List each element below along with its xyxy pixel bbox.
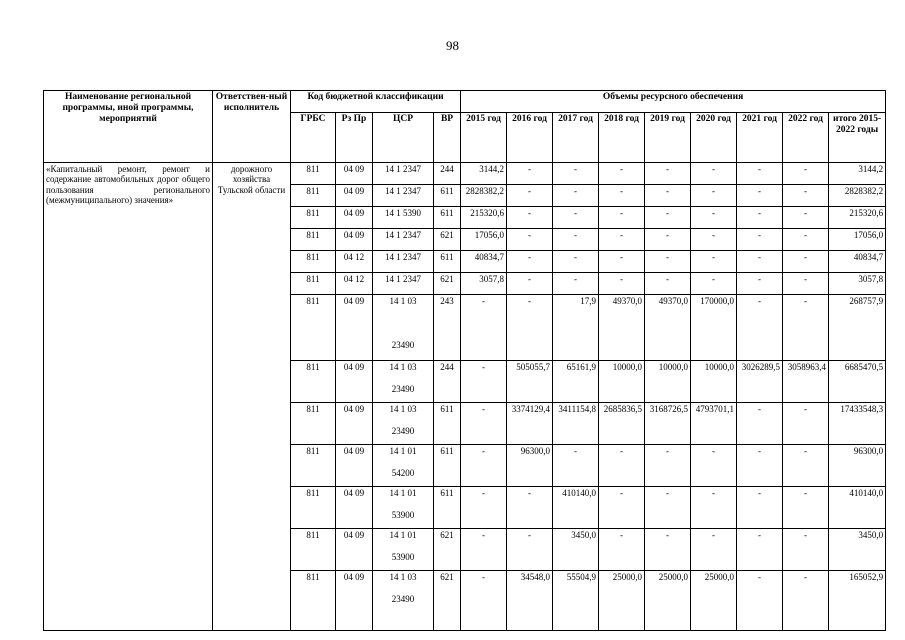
cell-year-value	[507, 425, 553, 445]
cell-year-value: -	[599, 163, 645, 185]
cell-vr: 244	[434, 163, 461, 185]
cell-grbs	[291, 339, 336, 361]
cell-year-value	[645, 339, 691, 361]
cell-total: 6685470,5	[829, 361, 886, 383]
cell-year-value	[783, 509, 829, 529]
cell-csr	[373, 317, 434, 339]
cell-rzpr: 04 09	[336, 403, 373, 425]
cell-year-value: -	[553, 273, 599, 295]
cell-year-value: 3026289,5	[737, 361, 783, 383]
cell-rzpr: 04 09	[336, 185, 373, 207]
header-year-2018: 2018 год	[599, 113, 645, 163]
cell-year-value: 25000,0	[599, 571, 645, 593]
cell-year-value: -	[737, 163, 783, 185]
cell-vr: 621	[434, 529, 461, 551]
cell-year-value	[461, 317, 507, 339]
cell-year-value	[783, 593, 829, 631]
cell-vr	[434, 551, 461, 571]
cell-csr: 14 1 2347	[373, 273, 434, 295]
cell-total: 3450,0	[829, 529, 886, 551]
cell-year-value: -	[507, 273, 553, 295]
cell-year-value: -	[737, 207, 783, 229]
cell-rzpr: 04 09	[336, 229, 373, 251]
cell-total	[829, 425, 886, 445]
cell-vr: 621	[434, 571, 461, 593]
cell-rzpr: 04 09	[336, 295, 373, 317]
cell-year-value	[553, 467, 599, 487]
cell-vr: 611	[434, 185, 461, 207]
cell-year-value: -	[645, 207, 691, 229]
cell-year-value: 170000,0	[691, 295, 737, 317]
cell-year-value: 410140,0	[553, 487, 599, 509]
cell-year-value: -	[461, 571, 507, 593]
cell-rzpr	[336, 339, 373, 361]
cell-year-value	[691, 593, 737, 631]
header-year-2015: 2015 год	[461, 113, 507, 163]
cell-year-value: -	[737, 529, 783, 551]
cell-vr	[434, 593, 461, 631]
cell-year-value: -	[691, 487, 737, 509]
cell-year-value: -	[553, 207, 599, 229]
header-executor: Ответствен-ный исполнитель	[213, 91, 291, 163]
cell-year-value: -	[461, 361, 507, 383]
cell-grbs: 811	[291, 571, 336, 593]
cell-year-value: 17,9	[553, 295, 599, 317]
cell-grbs: 811	[291, 403, 336, 425]
cell-year-value	[645, 383, 691, 403]
cell-vr: 611	[434, 207, 461, 229]
cell-year-value: -	[783, 273, 829, 295]
cell-year-value	[599, 593, 645, 631]
cell-vr: 611	[434, 487, 461, 509]
page-number: 98	[446, 38, 459, 53]
cell-year-value: -	[783, 229, 829, 251]
cell-csr: 53900	[373, 551, 434, 571]
cell-grbs: 811	[291, 229, 336, 251]
cell-rzpr: 04 09	[336, 207, 373, 229]
cell-rzpr	[336, 467, 373, 487]
cell-year-value	[645, 509, 691, 529]
cell-year-value	[737, 383, 783, 403]
cell-csr: 14 1 03	[373, 361, 434, 383]
cell-year-value	[507, 383, 553, 403]
cell-year-value: -	[461, 445, 507, 467]
cell-year-value: -	[599, 207, 645, 229]
cell-csr: 53900	[373, 509, 434, 529]
cell-csr: 23490	[373, 339, 434, 361]
cell-year-value	[507, 551, 553, 571]
cell-csr: 14 1 01	[373, 445, 434, 467]
cell-year-value	[645, 317, 691, 339]
cell-csr: 14 1 5390	[373, 207, 434, 229]
cell-year-value: -	[645, 229, 691, 251]
cell-csr: 14 1 03	[373, 295, 434, 317]
cell-year-value	[783, 383, 829, 403]
cell-total	[829, 467, 886, 487]
cell-total: 40834,7	[829, 251, 886, 273]
cell-year-value: -	[691, 445, 737, 467]
cell-grbs	[291, 593, 336, 631]
cell-year-value	[691, 467, 737, 487]
cell-total: 410140,0	[829, 487, 886, 509]
header-program-name: Наименование региональной программы, иной программы, мероприятий	[44, 91, 213, 163]
cell-year-value	[553, 551, 599, 571]
header-csr: ЦСР	[373, 113, 434, 163]
cell-csr: 14 1 03	[373, 403, 434, 425]
cell-csr: 23490	[373, 425, 434, 445]
cell-year-value: -	[645, 529, 691, 551]
cell-grbs: 811	[291, 361, 336, 383]
cell-total: 3057,8	[829, 273, 886, 295]
cell-year-value	[507, 593, 553, 631]
cell-year-value: -	[507, 295, 553, 317]
cell-year-value	[645, 467, 691, 487]
cell-year-value	[553, 317, 599, 339]
cell-year-value: -	[691, 163, 737, 185]
cell-year-value: 215320,6	[461, 207, 507, 229]
cell-year-value	[599, 467, 645, 487]
cell-year-value: -	[507, 185, 553, 207]
executor-cell: дорожного хозяйства Тульской области	[213, 163, 291, 631]
cell-year-value: -	[507, 251, 553, 273]
header-vr: ВР	[434, 113, 461, 163]
cell-grbs	[291, 551, 336, 571]
cell-vr: 244	[434, 361, 461, 383]
header-year-2016: 2016 год	[507, 113, 553, 163]
cell-total	[829, 383, 886, 403]
cell-csr: 23490	[373, 593, 434, 631]
cell-year-value	[507, 509, 553, 529]
cell-year-value: -	[737, 229, 783, 251]
cell-year-value: 49370,0	[599, 295, 645, 317]
cell-year-value: -	[553, 185, 599, 207]
program-name-cell: «Капитальный ремонт, ремонт и содержание автомобильных дорог общего пользования регионального (межмуниципального) значения»	[44, 163, 213, 631]
cell-year-value	[507, 467, 553, 487]
cell-year-value: -	[599, 445, 645, 467]
cell-year-value	[599, 383, 645, 403]
cell-year-value	[599, 339, 645, 361]
cell-vr: 611	[434, 403, 461, 425]
cell-vr: 621	[434, 229, 461, 251]
cell-csr: 14 1 03	[373, 571, 434, 593]
cell-year-value: -	[691, 185, 737, 207]
cell-year-value: -	[553, 163, 599, 185]
cell-year-value: -	[507, 529, 553, 551]
cell-grbs: 811	[291, 445, 336, 467]
cell-year-value: -	[737, 295, 783, 317]
cell-year-value: -	[691, 207, 737, 229]
cell-rzpr: 04 09	[336, 529, 373, 551]
cell-year-value	[737, 551, 783, 571]
cell-year-value: -	[783, 185, 829, 207]
cell-total: 17056,0	[829, 229, 886, 251]
cell-year-value	[691, 509, 737, 529]
cell-vr	[434, 467, 461, 487]
cell-year-value: -	[737, 273, 783, 295]
cell-year-value	[599, 509, 645, 529]
cell-year-value	[691, 425, 737, 445]
cell-year-value	[461, 467, 507, 487]
cell-total	[829, 509, 886, 529]
cell-rzpr	[336, 509, 373, 529]
cell-year-value: -	[737, 251, 783, 273]
cell-year-value: -	[783, 403, 829, 425]
cell-year-value: -	[461, 487, 507, 509]
cell-csr: 14 1 2347	[373, 185, 434, 207]
cell-vr: 243	[434, 295, 461, 317]
cell-year-value: 3411154,8	[553, 403, 599, 425]
cell-year-value: 49370,0	[645, 295, 691, 317]
cell-year-value: -	[737, 403, 783, 425]
cell-grbs: 811	[291, 295, 336, 317]
cell-rzpr	[336, 593, 373, 631]
cell-vr: 611	[434, 445, 461, 467]
cell-year-value: -	[645, 185, 691, 207]
cell-csr: 14 1 01	[373, 487, 434, 509]
cell-year-value	[691, 551, 737, 571]
cell-rzpr	[336, 425, 373, 445]
cell-rzpr: 04 12	[336, 251, 373, 273]
cell-total: 268757,9	[829, 295, 886, 317]
cell-csr: 23490	[373, 383, 434, 403]
cell-year-value: -	[691, 273, 737, 295]
cell-year-value	[461, 551, 507, 571]
cell-csr: 14 1 2347	[373, 251, 434, 273]
cell-year-value: 2828382,2	[461, 185, 507, 207]
cell-year-value: 55504,9	[553, 571, 599, 593]
cell-vr	[434, 425, 461, 445]
cell-year-value	[645, 551, 691, 571]
cell-year-value	[461, 339, 507, 361]
cell-year-value: -	[461, 403, 507, 425]
cell-year-value: 505055,7	[507, 361, 553, 383]
header-rzpr: Рз Пр	[336, 113, 373, 163]
cell-year-value	[691, 317, 737, 339]
cell-rzpr: 04 09	[336, 163, 373, 185]
cell-year-value	[783, 467, 829, 487]
cell-year-value	[737, 317, 783, 339]
cell-year-value	[783, 317, 829, 339]
cell-year-value: -	[737, 571, 783, 593]
cell-year-value: 10000,0	[599, 361, 645, 383]
cell-year-value: -	[507, 487, 553, 509]
cell-year-value: 3058963,4	[783, 361, 829, 383]
resource-table	[43, 90, 886, 631]
cell-total	[829, 317, 886, 339]
cell-year-value: 3374129,4	[507, 403, 553, 425]
cell-grbs	[291, 509, 336, 529]
cell-year-value: -	[691, 229, 737, 251]
header-year-2022: 2022 год	[783, 113, 829, 163]
cell-year-value: -	[553, 229, 599, 251]
cell-year-value: -	[737, 445, 783, 467]
cell-vr: 611	[434, 251, 461, 273]
cell-year-value	[461, 383, 507, 403]
cell-year-value: -	[461, 529, 507, 551]
cell-grbs: 811	[291, 529, 336, 551]
cell-total	[829, 551, 886, 571]
cell-year-value: -	[599, 273, 645, 295]
cell-year-value	[783, 425, 829, 445]
cell-year-value: -	[599, 185, 645, 207]
cell-vr	[434, 317, 461, 339]
cell-year-value	[599, 317, 645, 339]
cell-year-value: -	[645, 251, 691, 273]
cell-year-value: -	[645, 445, 691, 467]
cell-year-value: 10000,0	[691, 361, 737, 383]
cell-grbs: 811	[291, 273, 336, 295]
cell-year-value	[599, 425, 645, 445]
cell-year-value: 25000,0	[645, 571, 691, 593]
header-year-2019: 2019 год	[645, 113, 691, 163]
cell-grbs	[291, 383, 336, 403]
cell-grbs: 811	[291, 487, 336, 509]
cell-total: 215320,6	[829, 207, 886, 229]
cell-total	[829, 339, 886, 361]
cell-csr: 14 1 2347	[373, 163, 434, 185]
header-year-2021: 2021 год	[737, 113, 783, 163]
header-grbs: ГРБС	[291, 113, 336, 163]
cell-year-value: -	[599, 529, 645, 551]
cell-year-value: 17056,0	[461, 229, 507, 251]
cell-csr: 14 1 01	[373, 529, 434, 551]
cell-grbs	[291, 467, 336, 487]
cell-vr: 621	[434, 273, 461, 295]
cell-year-value	[737, 425, 783, 445]
cell-year-value: 10000,0	[645, 361, 691, 383]
cell-year-value: 65161,9	[553, 361, 599, 383]
table-body	[44, 163, 886, 631]
cell-year-value: 2685836,5	[599, 403, 645, 425]
cell-year-value: -	[783, 251, 829, 273]
cell-year-value: 4793701,1	[691, 403, 737, 425]
cell-year-value: 3057,8	[461, 273, 507, 295]
cell-year-value: -	[645, 273, 691, 295]
cell-vr	[434, 339, 461, 361]
cell-year-value	[645, 593, 691, 631]
cell-year-value	[553, 339, 599, 361]
cell-year-value: -	[507, 163, 553, 185]
cell-total: 2828382,2	[829, 185, 886, 207]
cell-year-value	[691, 383, 737, 403]
cell-year-value: 3168726,5	[645, 403, 691, 425]
cell-rzpr: 04 09	[336, 571, 373, 593]
cell-year-value	[783, 339, 829, 361]
table-row	[44, 163, 886, 185]
header-resources: Объемы ресурсного обеспечения	[461, 91, 886, 113]
cell-grbs: 811	[291, 185, 336, 207]
cell-year-value: -	[645, 163, 691, 185]
header-budget-code: Код бюджетной классификации	[291, 91, 461, 113]
cell-year-value: 3144,2	[461, 163, 507, 185]
cell-year-value	[507, 317, 553, 339]
cell-year-value	[553, 509, 599, 529]
cell-year-value: -	[691, 251, 737, 273]
cell-rzpr	[336, 383, 373, 403]
cell-year-value: 96300,0	[507, 445, 553, 467]
cell-year-value: -	[461, 295, 507, 317]
cell-year-value: -	[737, 487, 783, 509]
cell-grbs	[291, 425, 336, 445]
cell-year-value	[553, 593, 599, 631]
cell-year-value	[645, 425, 691, 445]
cell-year-value	[737, 593, 783, 631]
cell-year-value	[553, 383, 599, 403]
cell-year-value	[553, 425, 599, 445]
cell-year-value: -	[553, 251, 599, 273]
cell-rzpr: 04 09	[336, 361, 373, 383]
cell-year-value: -	[599, 251, 645, 273]
cell-total: 165052,9	[829, 571, 886, 593]
cell-year-value	[737, 509, 783, 529]
cell-year-value	[599, 551, 645, 571]
cell-rzpr: 04 12	[336, 273, 373, 295]
cell-total: 3144,2	[829, 163, 886, 185]
cell-rzpr	[336, 551, 373, 571]
cell-grbs: 811	[291, 207, 336, 229]
cell-csr: 14 1 2347	[373, 229, 434, 251]
cell-year-value: -	[599, 229, 645, 251]
cell-rzpr: 04 09	[336, 445, 373, 467]
cell-year-value: -	[783, 445, 829, 467]
cell-year-value: -	[783, 207, 829, 229]
cell-year-value	[783, 551, 829, 571]
cell-year-value: -	[691, 529, 737, 551]
cell-year-value: -	[507, 207, 553, 229]
cell-year-value: 40834,7	[461, 251, 507, 273]
cell-total: 17433548,3	[829, 403, 886, 425]
header-year-2017: 2017 год	[553, 113, 599, 163]
cell-total: 96300,0	[829, 445, 886, 467]
cell-year-value: -	[507, 229, 553, 251]
cell-total	[829, 593, 886, 631]
cell-year-value: -	[783, 529, 829, 551]
cell-year-value	[691, 339, 737, 361]
cell-rzpr: 04 09	[336, 487, 373, 509]
cell-year-value	[461, 593, 507, 631]
cell-vr	[434, 383, 461, 403]
cell-year-value	[507, 339, 553, 361]
cell-year-value: -	[783, 295, 829, 317]
header-total: итого 2015-2022 годы	[829, 113, 886, 163]
cell-year-value: -	[599, 487, 645, 509]
header-year-2020: 2020 год	[691, 113, 737, 163]
cell-year-value	[461, 425, 507, 445]
cell-year-value	[461, 509, 507, 529]
cell-year-value	[737, 467, 783, 487]
cell-year-value: -	[783, 163, 829, 185]
cell-grbs: 811	[291, 163, 336, 185]
cell-vr	[434, 509, 461, 529]
cell-year-value: 3450,0	[553, 529, 599, 551]
cell-year-value: -	[737, 185, 783, 207]
cell-year-value: 34548,0	[507, 571, 553, 593]
cell-year-value: -	[645, 487, 691, 509]
cell-csr: 54200	[373, 467, 434, 487]
cell-year-value	[737, 339, 783, 361]
cell-rzpr	[336, 317, 373, 339]
cell-grbs: 811	[291, 251, 336, 273]
cell-year-value: -	[783, 487, 829, 509]
cell-year-value: -	[783, 571, 829, 593]
cell-year-value: 25000,0	[691, 571, 737, 593]
cell-grbs	[291, 317, 336, 339]
cell-year-value: -	[553, 445, 599, 467]
